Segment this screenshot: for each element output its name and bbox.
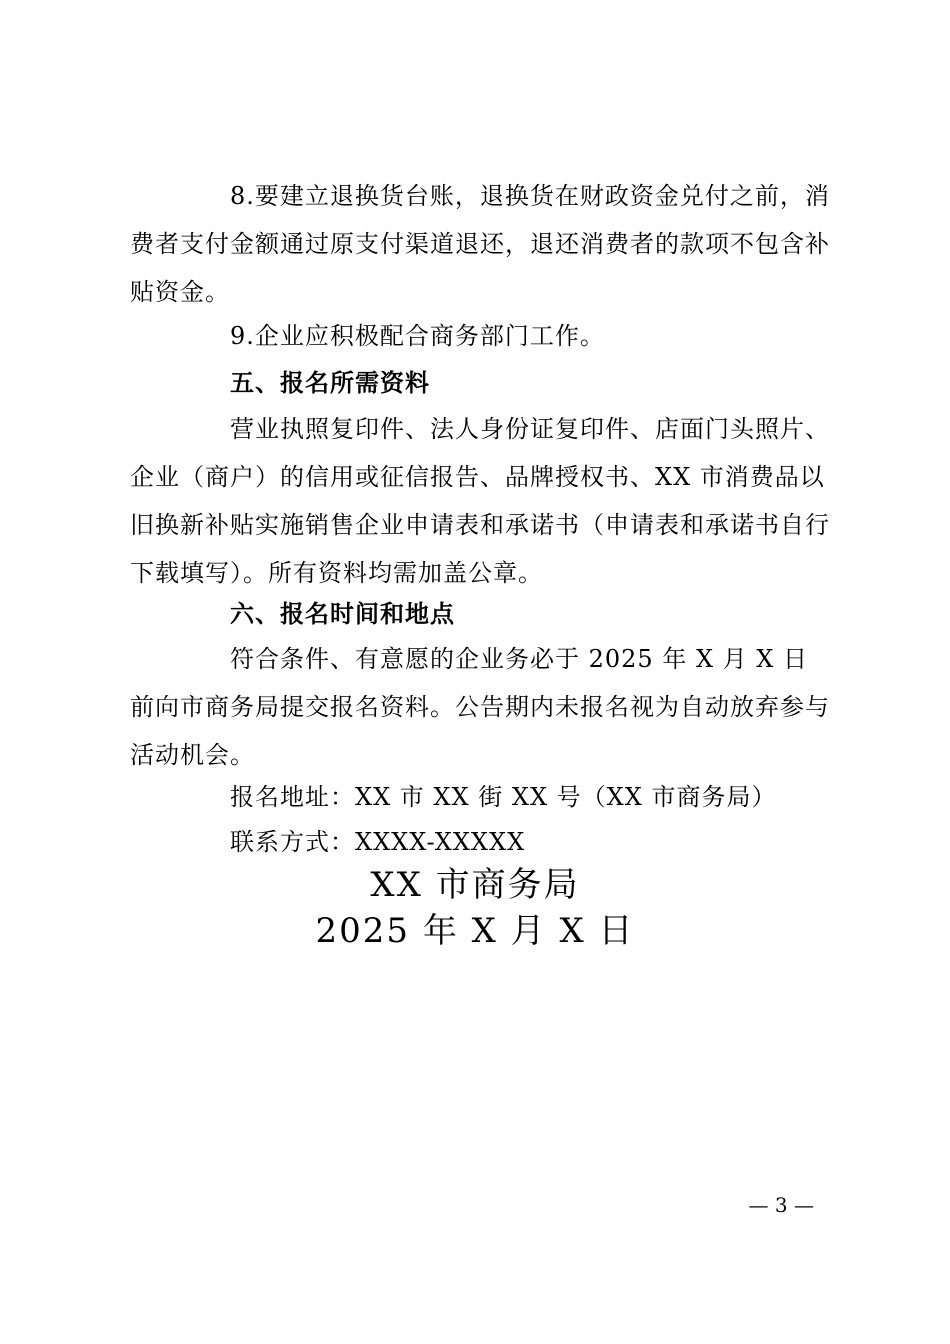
section-5-paragraph: 营业执照复印件、法人身份证复印件、店面门头照片、企业（商户）的信用或征信报告、品牌授权书、XX 市消费品以旧换新补贴实施销售企业申请表和承诺书（申请表和承诺书自行下载填写）。所有资料均需加盖公章。 (130, 415, 830, 587)
item-8-paragraph: 8.要建立退换货台账，退换货在财政资金兑付之前，消费者支付金额通过原支付渠道退还，退还消费者的款项不包含补贴资金。 (130, 182, 830, 306)
address-line: 报名地址：XX 市 XX 街 XX 号（XX 市商务局） (230, 783, 777, 811)
page-number: — 3 — (748, 1193, 814, 1217)
section-5-heading: 五、报名所需资料 (230, 369, 430, 397)
section-6-paragraph: 符合条件、有意愿的企业务必于 2025 年 X 月 X 日前向市商务局提交报名资料。公告期内未报名视为自动放弃参与活动机会。 (130, 645, 830, 769)
section-6-heading: 六、报名时间和地点 (230, 600, 455, 628)
contact-line: 联系方式：XXXX-XXXXX (230, 828, 526, 856)
signature-organization: XX 市商务局 (370, 865, 580, 905)
item-9-paragraph: 9.企业应积极配合商务部门工作。 (230, 322, 605, 350)
signature-date: 2025 年 X 月 X 日 (315, 911, 635, 951)
